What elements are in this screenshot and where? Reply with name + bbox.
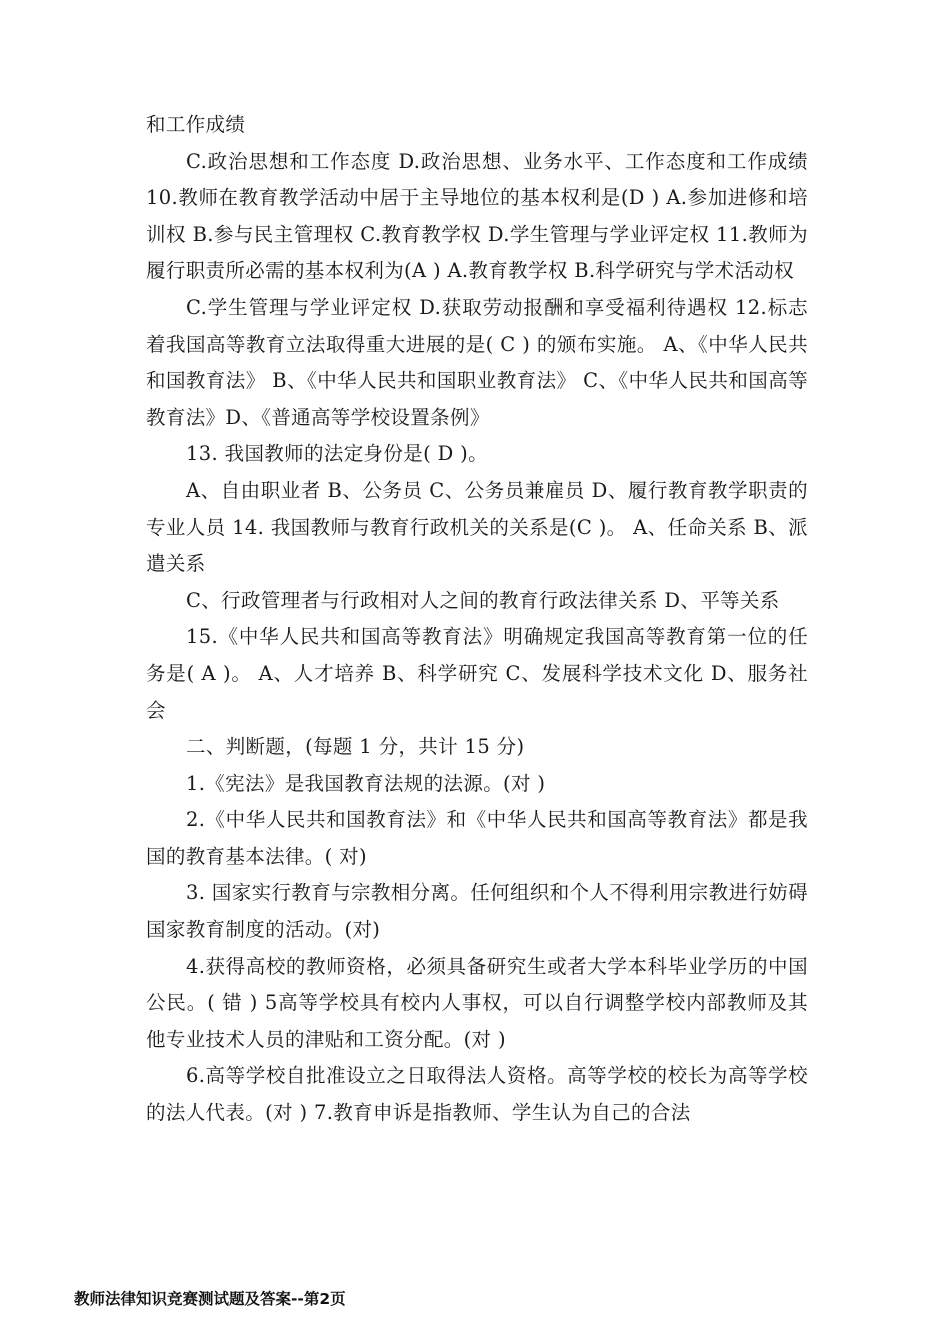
section-heading-judgement: 二、判断题，(每题 1 分，共计 15 分) (186, 735, 525, 759)
paragraph-2: C.学生管理与学业评定权 D.获取劳动报酬和享受福利待遇权 12.标志着我国高等教育立法取得重大进展的是( C ) 的颁布实施。 A、《中华人民共和国教育法》 B、《中华人民共和国职业教育法》 C、《中华人民共和国高等教育法》D、《普通高等学校设置条例》 (146, 295, 808, 429)
paragraph-6: 15.《中华人民共和国高等教育法》明确规定我国高等教育第一位的任务是( A )。 A、人才培养 B、科学研究 C、发展科学技术文化 D、服务社会 (146, 625, 808, 722)
paragraph-10: 3. 国家实行教育与宗教相分离。任何组织和个人不得利用宗教进行妨碍国家教育制度的活动。(对) (146, 881, 808, 942)
paragraph-1: C.政治思想和工作态度 D.政治思想、业务水平、工作态度和工作成绩 10.教师在教育教学活动中居于主导地位的基本权利是(D ) A.参加进修和培训权 B.参与民主管理权 C.教育教学权 D.学生管理与学业评定权 11.教师为履行职责所必需的基本权利为(A ) A.教育教学权 B.科学研究与学术活动权 (146, 149, 808, 283)
paragraph-4: A、自由职业者 B、公务员 C、公务员兼雇员 D、履行教育教学职责的专业人员 14. 我国教师与教育行政机关的关系是(C )。 A、任命关系 B、派遣关系 (146, 478, 808, 576)
page-body (146, 107, 808, 1132)
paragraph-5: C、行政管理者与行政相对人之间的教育行政法律关系 D、平等关系 (186, 588, 780, 612)
paragraph-3: 13. 我国教师的法定身份是( D )。 (186, 442, 488, 466)
paragraph-0: 和工作成绩 (146, 113, 246, 136)
paragraph-8: 1.《宪法》是我国教育法规的法源。(对 ) (186, 771, 546, 795)
page-footer: 教师法律知识竞赛测试题及答案--第2页 (74, 1290, 346, 1308)
paragraph-11: 4.获得高校的教师资格，必须具备研究生或者大学本科毕业学历的中国公民。( 错 ) 5高等学校具有校内人事权，可以自行调整学校内部教师及其他专业技术人员的津贴和工资分配。(对 ) (146, 954, 808, 1051)
paragraph-9: 2.《中华人民共和国教育法》和《中华人民共和国高等教育法》都是我国的教育基本法律。( 对) (146, 808, 808, 868)
paragraph-12: 6.高等学校自批准设立之日取得法人资格。高等学校的校长为高等学校的法人代表。(对 ) 7.教育申诉是指教师、学生认为自己的合法 (146, 1064, 808, 1125)
